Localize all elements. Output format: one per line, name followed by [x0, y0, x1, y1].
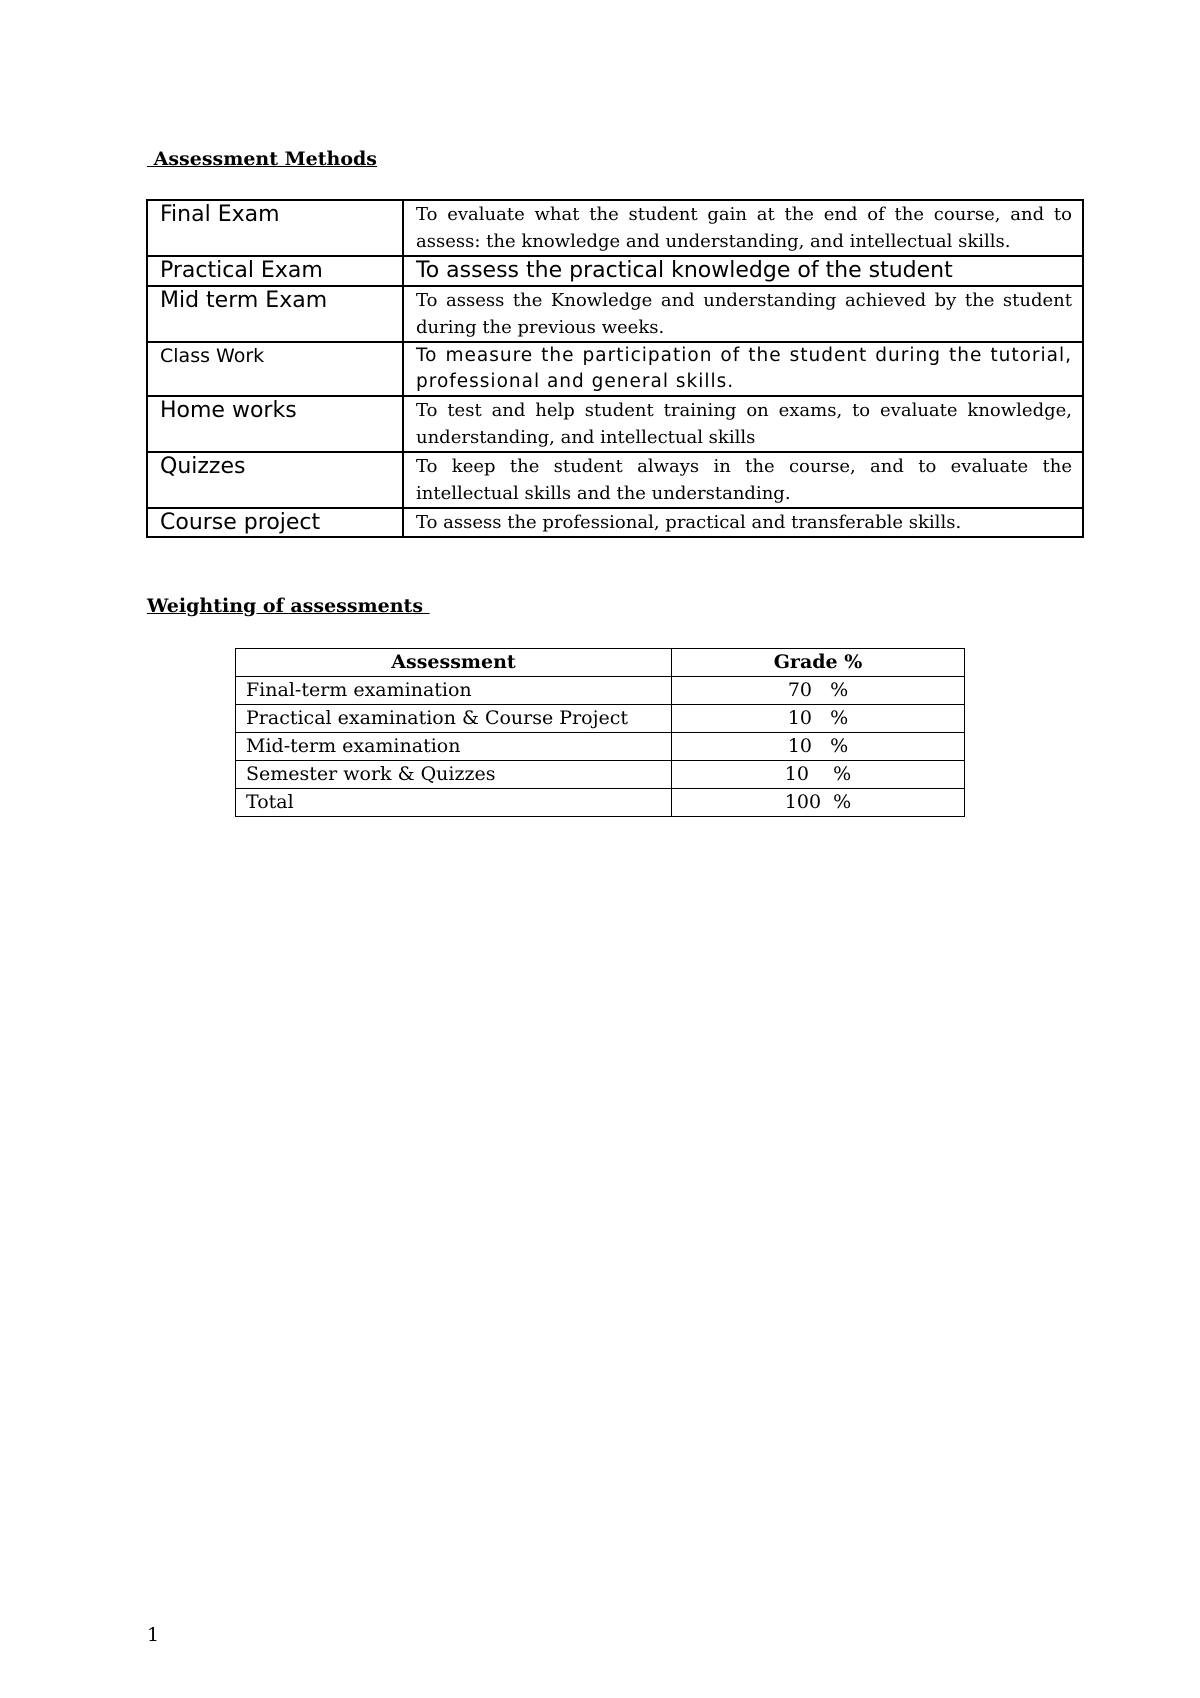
table-row: [236, 733, 965, 761]
method-name: Class Work: [147, 342, 403, 396]
assessment-cell: Semester work & Quizzes: [236, 761, 672, 789]
method-name: Home works: [147, 396, 403, 452]
assessment-cell: Final-term examination: [236, 677, 672, 705]
method-name: Mid term Exam: [147, 286, 403, 342]
table-row: [147, 396, 1083, 452]
grade-cell: 10 %: [672, 705, 965, 733]
method-name: Practical Exam: [147, 256, 403, 286]
grade-cell: 100 %: [672, 789, 965, 817]
grade-cell: 10 %: [672, 761, 965, 789]
method-description: To evaluate what the student gain at the end of the course, and to assess: the knowledge and understanding, and intellectual skills.: [403, 200, 1083, 256]
table-row: [147, 286, 1083, 342]
table-row: [147, 256, 1083, 286]
weighting-heading: Weighting of assessments: [147, 595, 430, 617]
table-row: [236, 789, 965, 817]
table-row: [147, 200, 1083, 256]
weighting-table: [235, 648, 965, 817]
table-row: [147, 452, 1083, 508]
column-header-grade: Grade %: [672, 649, 965, 677]
table-row: [147, 342, 1083, 396]
method-description: To assess the practical knowledge of the student: [403, 256, 1083, 286]
assessment-cell: Mid-term examination: [236, 733, 672, 761]
column-header-assessment: Assessment: [236, 649, 672, 677]
table-row: [236, 677, 965, 705]
table-row: [236, 761, 965, 789]
method-name: Final Exam: [147, 200, 403, 256]
assessment-cell: Total: [236, 789, 672, 817]
assessment-methods-heading: Assessment Methods: [147, 148, 377, 170]
assessment-methods-table: [146, 199, 1084, 538]
method-description: To test and help student training on exams, to evaluate knowledge, understanding, and intellectual skills: [403, 396, 1083, 452]
assessment-cell: Practical examination & Course Project: [236, 705, 672, 733]
table-row: [147, 508, 1083, 537]
method-name: Course project: [147, 508, 403, 537]
method-description: To keep the student always in the course, and to evaluate the intellectual skills and the understanding.: [403, 452, 1083, 508]
grade-cell: 10 %: [672, 733, 965, 761]
method-description: To measure the participation of the student during the tutorial, professional and general skills.: [403, 342, 1083, 396]
method-description: To assess the Knowledge and understanding achieved by the student during the previous weeks.: [403, 286, 1083, 342]
page-number: 1: [147, 1624, 160, 1646]
grade-cell: 70 %: [672, 677, 965, 705]
method-description: To assess the professional, practical and transferable skills.: [403, 508, 1083, 537]
method-name: Quizzes: [147, 452, 403, 508]
table-header-row: [236, 649, 965, 677]
table-row: [236, 705, 965, 733]
